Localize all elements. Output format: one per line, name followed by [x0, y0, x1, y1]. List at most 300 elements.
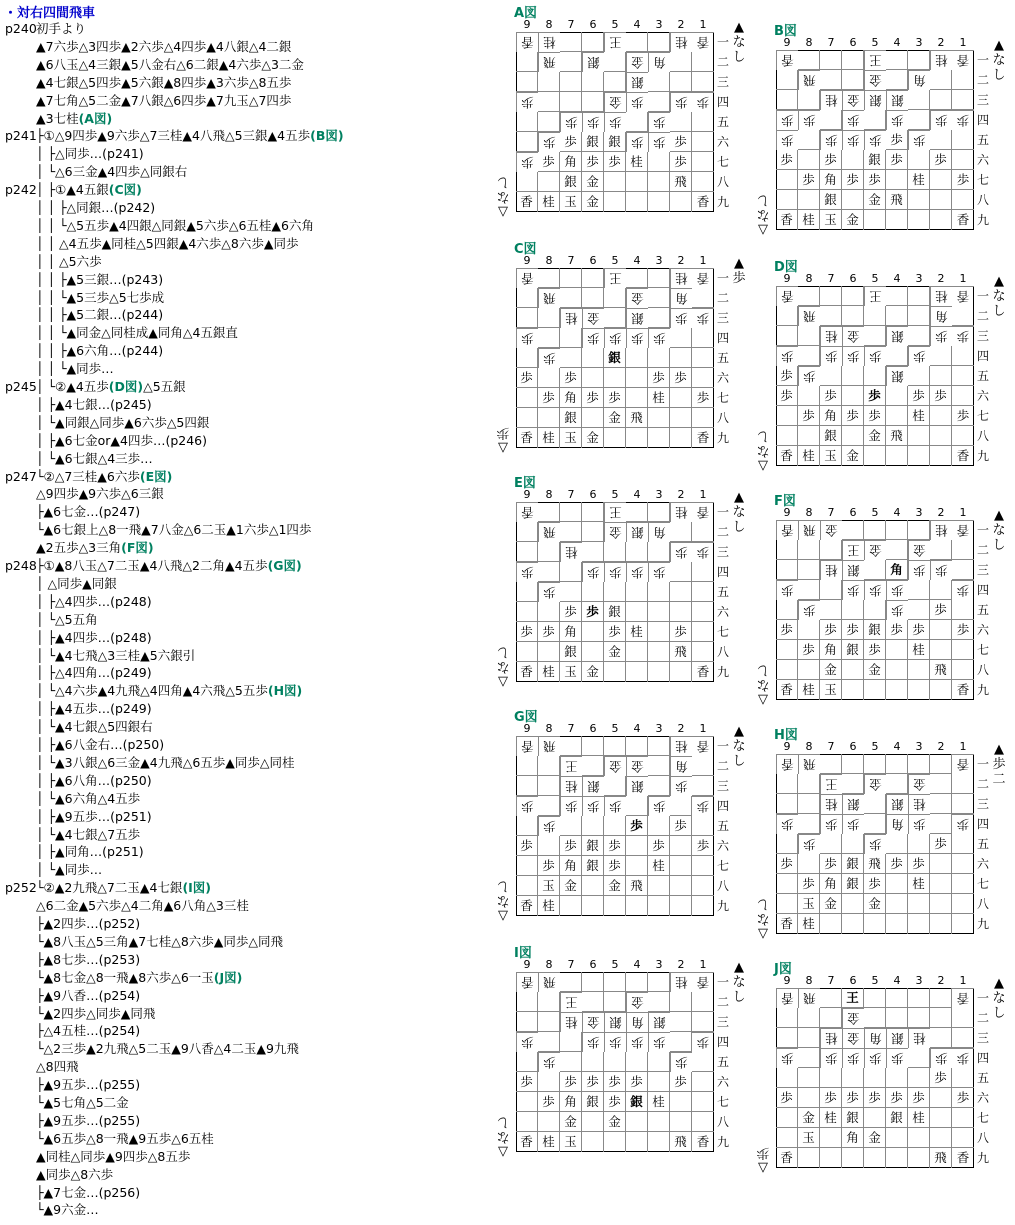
move-sequence: ▲同桂△同歩▲9四歩△8五歩: [36, 1148, 191, 1164]
board-square: [582, 542, 604, 562]
board-square: [952, 774, 974, 794]
gote-piece: 歩: [516, 796, 538, 816]
file-label: 6: [849, 974, 857, 987]
gote-piece: 銀: [842, 560, 864, 580]
board-square: [604, 736, 626, 756]
rank-label: 一: [976, 53, 989, 67]
rank-label: 四: [976, 113, 989, 127]
sente-piece: 桂: [538, 662, 560, 682]
move-sequence: │ ├▲6七金or▲4四歩…(p246): [36, 432, 207, 448]
rank-label: 五: [976, 1071, 989, 1085]
gote-piece: 歩: [820, 346, 842, 366]
board-square: [886, 70, 908, 90]
gote-piece: 歩: [516, 562, 538, 582]
board-square: [516, 408, 538, 428]
sente-piece: 金: [864, 190, 886, 210]
diagram-name: I図: [514, 946, 532, 961]
board-square: [908, 446, 930, 466]
board-square: [930, 90, 952, 110]
board-square: [930, 426, 952, 446]
file-label: 4: [893, 272, 901, 285]
gote-piece: 歩: [930, 1048, 952, 1068]
move-sequence: │ ├▲同角…(p251): [36, 844, 144, 860]
sente-piece: 金: [820, 894, 842, 914]
board-square: [670, 192, 692, 212]
sente-piece: 桂: [908, 406, 930, 426]
file-label: 6: [589, 488, 597, 501]
board-square: [538, 1012, 560, 1032]
board-square: [692, 1052, 714, 1072]
board-square: [798, 326, 820, 346]
board-square: [776, 326, 798, 346]
board-square: [582, 502, 604, 522]
gote-piece: 歩: [648, 562, 670, 582]
board-square: [604, 172, 626, 192]
board-square: [604, 192, 626, 212]
diagram-link[interactable]: (A図): [78, 110, 113, 126]
rank-label: 二: [976, 543, 989, 557]
sente-piece: 桂: [648, 856, 670, 876]
sente-piece: 桂: [908, 1108, 930, 1128]
gote-piece: 角: [864, 1028, 886, 1048]
sente-hand: ▲ な し: [992, 38, 1006, 83]
gote-piece: 歩: [952, 1048, 974, 1068]
board-square: [776, 170, 798, 190]
gote-hand: し な ▽: [756, 192, 770, 237]
board-square: [930, 1008, 952, 1028]
board-square: [952, 854, 974, 874]
sente-piece: 香: [776, 1148, 798, 1168]
board-square: [908, 1008, 930, 1028]
sente-piece: 桂: [908, 640, 930, 660]
board-square: [582, 408, 604, 428]
board-square: [798, 1028, 820, 1048]
rank-label: 八: [976, 429, 989, 443]
board-square: [886, 346, 908, 366]
board-square: [864, 560, 886, 580]
rank-label: 二: [716, 55, 729, 69]
board-square: [604, 288, 626, 308]
board-square: [516, 856, 538, 876]
board-square: [886, 1148, 908, 1168]
sente-piece: 桂: [538, 428, 560, 448]
rank-label: 四: [716, 1035, 729, 1049]
board-square: [930, 1028, 952, 1048]
gote-piece: 桂: [560, 776, 582, 796]
rank-label: 三: [716, 311, 729, 325]
board-square: [842, 754, 864, 774]
board-square: [560, 972, 582, 992]
gote-piece: 歩: [670, 776, 692, 796]
sente-piece: 歩: [604, 836, 626, 856]
gote-piece: 歩: [626, 328, 648, 348]
board-square: [538, 368, 560, 388]
board-square: [842, 286, 864, 306]
board-square: [516, 1092, 538, 1112]
board-square: [626, 642, 648, 662]
board-square: [604, 816, 626, 836]
move-sequence: │ │ △5六歩: [36, 253, 102, 269]
gote-piece: 飛: [538, 52, 560, 72]
board-square: [604, 1132, 626, 1152]
sente-piece: 歩: [538, 622, 560, 642]
board-square: [692, 522, 714, 542]
sente-piece: 飛: [626, 876, 648, 896]
gote-piece: 金: [626, 52, 648, 72]
sente-piece: 歩: [842, 170, 864, 190]
gote-piece: 歩: [538, 1052, 560, 1072]
rank-label: 八: [716, 1115, 729, 1129]
board-square: [886, 1068, 908, 1088]
sente-piece: 歩: [798, 874, 820, 894]
sente-piece: 金: [560, 1112, 582, 1132]
gote-hand: 歩 ▽: [756, 1145, 770, 1175]
gote-piece: 銀: [626, 522, 648, 542]
diagram-name: A図: [514, 6, 538, 21]
gote-piece: 銀: [886, 1028, 908, 1048]
gote-piece: 歩: [842, 130, 864, 150]
board-square: [648, 172, 670, 192]
board-square: [820, 286, 842, 306]
board-square: [864, 1068, 886, 1088]
board-square: [538, 328, 560, 348]
gote-piece: 歩: [798, 834, 820, 854]
sente-piece: 飛: [626, 408, 648, 428]
gote-piece: 銀: [626, 72, 648, 92]
move-sequence: │ ├▲4四歩…(p248): [36, 629, 152, 645]
board-square: [864, 794, 886, 814]
board-square: [798, 660, 820, 680]
file-label: 9: [523, 488, 531, 501]
board-square: [560, 92, 582, 112]
board-square: [930, 894, 952, 914]
gote-piece: 飛: [798, 70, 820, 90]
board-square: [842, 520, 864, 540]
board-square: [776, 540, 798, 560]
board-square: [820, 366, 842, 386]
gote-piece: 香: [776, 286, 798, 306]
gote-piece: 歩: [842, 346, 864, 366]
board-square: [776, 1008, 798, 1028]
move-sequence: ▲4七銀△5四歩▲5六銀▲8四歩▲3六歩△8五歩: [36, 74, 292, 90]
board-square: [582, 268, 604, 288]
move-sequence: ├①▲8八玉△7二玉▲4八飛△2二角▲4五歩(G図): [36, 558, 302, 573]
sente-piece: 歩: [908, 854, 930, 874]
gote-piece: 歩: [604, 1032, 626, 1052]
sente-piece: 歩: [776, 150, 798, 170]
sente-piece: 歩: [886, 854, 908, 874]
gote-piece: 歩: [648, 328, 670, 348]
sente-piece: 金: [864, 894, 886, 914]
diagram-link[interactable]: (H図): [267, 683, 303, 699]
move-sequence: └▲8七金△8一飛▲8六歩△6一玉(J図): [36, 969, 243, 985]
gote-piece: 王: [560, 992, 582, 1012]
board-square: [648, 1052, 670, 1072]
board-square: [798, 1068, 820, 1088]
rank-label: 六: [716, 605, 729, 619]
board-square: [648, 92, 670, 112]
rank-label: 一: [976, 523, 989, 537]
board-square: [648, 736, 670, 756]
board-square: [626, 502, 648, 522]
gote-piece: 歩: [952, 110, 974, 130]
sente-piece: 飛: [886, 426, 908, 446]
gote-piece: 金: [604, 92, 626, 112]
sente-piece: 歩: [582, 1072, 604, 1092]
page-ref: p252: [5, 880, 37, 896]
diagram-link[interactable]: (J図): [213, 969, 243, 985]
board-square: [952, 600, 974, 620]
rank-label: 三: [716, 1015, 729, 1029]
file-label: 3: [915, 974, 923, 987]
board-square: [648, 502, 670, 522]
sente-piece: 歩: [820, 620, 842, 640]
move-sequence: ▲2五歩△3三角(F図): [36, 540, 154, 556]
move-sequence: │ │ ├▲6六角…(p244): [36, 343, 164, 359]
gote-piece: 歩: [538, 582, 560, 602]
board-square: [864, 600, 886, 620]
board-grid: [516, 502, 714, 682]
sente-piece: 歩: [820, 1088, 842, 1108]
sente-piece: 桂: [908, 170, 930, 190]
board-square: [648, 32, 670, 52]
rank-label: 四: [976, 817, 989, 831]
gote-piece: 金: [626, 288, 648, 308]
diagram-link[interactable]: (F図): [121, 540, 154, 556]
gote-piece: 歩: [670, 1052, 692, 1072]
diagram-name: C図: [514, 242, 537, 257]
gote-piece: 桂: [820, 1028, 842, 1048]
rank-label: 三: [976, 329, 989, 343]
board-square: [908, 366, 930, 386]
sente-piece: 銀: [582, 1092, 604, 1112]
gote-piece: 歩: [820, 130, 842, 150]
rank-label: 六: [976, 623, 989, 637]
gote-piece: 歩: [776, 346, 798, 366]
board-square: [842, 774, 864, 794]
board-square: [692, 856, 714, 876]
board-square: [692, 1012, 714, 1032]
board-square: [692, 582, 714, 602]
gote-piece: 歩: [930, 110, 952, 130]
board-square: [842, 70, 864, 90]
board-square: [626, 268, 648, 288]
board-square: [886, 874, 908, 894]
gote-piece: 香: [516, 972, 538, 992]
board-square: [604, 776, 626, 796]
file-label: 5: [611, 254, 619, 267]
board-square: [538, 408, 560, 428]
sente-piece: 銀: [820, 426, 842, 446]
file-labels: [516, 18, 714, 32]
board-square: [692, 1092, 714, 1112]
file-label: 2: [937, 36, 945, 49]
sente-piece: 歩: [952, 170, 974, 190]
gote-piece: 香: [776, 50, 798, 70]
file-label: 8: [805, 974, 813, 987]
move-sequence: │ │ △4五歩▲同桂△5四銀▲4六歩△8六歩▲同歩: [36, 235, 299, 251]
rank-label: 一: [976, 991, 989, 1005]
board-square: [864, 210, 886, 230]
sente-piece: 銀: [582, 856, 604, 876]
board-square: [930, 1108, 952, 1128]
move-sequence: ├▲2四歩…(p252): [36, 916, 141, 931]
board-square: [798, 620, 820, 640]
gote-piece: 金: [842, 90, 864, 110]
rank-label: 四: [976, 1051, 989, 1065]
move-sequence: │ └△6三金▲4四歩△同銀右: [36, 164, 188, 180]
board-square: [952, 306, 974, 326]
board-square: [952, 894, 974, 914]
shogi-board-diagram: [496, 942, 752, 1159]
file-label: 9: [783, 36, 791, 49]
rank-label: 七: [716, 859, 729, 873]
gote-piece: 歩: [776, 814, 798, 834]
gote-piece: 香: [952, 286, 974, 306]
file-labels: [516, 254, 714, 268]
gote-piece: 歩: [692, 796, 714, 816]
sente-piece: 歩: [582, 602, 604, 622]
board-square: [886, 774, 908, 794]
sente-piece: 歩: [798, 170, 820, 190]
board-square: [516, 348, 538, 368]
board-square: [864, 520, 886, 540]
gote-piece: 金: [604, 522, 626, 542]
file-label: 9: [783, 506, 791, 519]
gote-piece: 歩: [582, 1032, 604, 1052]
sente-piece: 角: [560, 1092, 582, 1112]
board-square: [582, 992, 604, 1012]
move-sequence: └△2三歩▲2九飛△5二玉▲9八香△4二玉▲9九飛: [36, 1041, 299, 1057]
board-square: [516, 388, 538, 408]
board-square: [952, 366, 974, 386]
sente-piece: 香: [696, 430, 710, 445]
file-label: 6: [849, 740, 857, 753]
board-square: [908, 90, 930, 110]
file-label: 2: [677, 254, 685, 267]
sente-piece: 角: [842, 1128, 864, 1148]
board-square: [648, 972, 670, 992]
diagram-link[interactable]: (I図): [182, 880, 212, 896]
board-square: [908, 150, 930, 170]
board-square: [538, 836, 560, 856]
rank-label: 六: [716, 839, 729, 853]
sente-hand: ▲ な し: [992, 976, 1006, 1021]
board-square: [908, 426, 930, 446]
sente-piece: 銀: [820, 190, 842, 210]
rank-label: 六: [716, 1075, 729, 1089]
board-square: [648, 992, 670, 1012]
gote-piece: 歩: [776, 110, 798, 130]
file-label: 3: [915, 506, 923, 519]
board-square: [798, 1148, 820, 1168]
rank-label: 三: [976, 1031, 989, 1045]
diagram-link[interactable]: (B図): [310, 128, 344, 144]
sente-piece: 歩: [930, 600, 952, 620]
shogi-board-diagram: [756, 256, 1012, 473]
gote-piece: 歩: [604, 112, 626, 132]
board-square: [842, 50, 864, 70]
board-square: [776, 426, 798, 446]
board-square: [864, 1008, 886, 1028]
gote-piece: 桂: [930, 50, 952, 70]
board-square: [582, 368, 604, 388]
board-square: [538, 1032, 560, 1052]
board-square: [582, 72, 604, 92]
board-square: [820, 540, 842, 560]
gote-piece: 角: [908, 70, 930, 90]
gote-piece: 歩: [692, 308, 714, 328]
board-square: [886, 834, 908, 854]
rank-label: 五: [976, 369, 989, 383]
rank-label: 三: [976, 797, 989, 811]
rank-label: 八: [976, 897, 989, 911]
sente-piece: 歩: [538, 152, 560, 172]
gote-piece: 香: [692, 972, 714, 992]
board-square: [820, 1128, 842, 1148]
board-square: [820, 50, 842, 70]
file-label: 6: [589, 722, 597, 735]
board-square: [670, 796, 692, 816]
gote-hand: し な ▽: [496, 1114, 510, 1159]
board-square: [560, 896, 582, 916]
sente-piece: 歩: [886, 1088, 908, 1108]
board-square: [886, 1008, 908, 1028]
board-square: [908, 680, 930, 700]
board-square: [952, 1128, 974, 1148]
board-square: [692, 52, 714, 72]
move-sequence: │ └△5五角: [36, 611, 98, 627]
move-sequence: ├△4五桂…(p254): [36, 1023, 141, 1039]
sente-piece: 角: [560, 622, 582, 642]
board-square: [604, 542, 626, 562]
sente-piece: 玉: [560, 428, 582, 448]
board-square: [560, 582, 582, 602]
board-square: [952, 150, 974, 170]
board-square: [952, 346, 974, 366]
board-square: [516, 1112, 538, 1132]
sente-piece: 銀: [582, 132, 604, 152]
file-label: 8: [805, 506, 813, 519]
gote-piece: 歩: [776, 130, 798, 150]
board-square: [516, 522, 538, 542]
diagram-link[interactable]: (G図): [267, 558, 302, 573]
board-square: [864, 814, 886, 834]
rank-label: 三: [716, 779, 729, 793]
gote-piece: 桂: [820, 794, 842, 814]
diagram-link[interactable]: (C図): [108, 182, 142, 198]
gote-piece: 歩: [886, 110, 908, 130]
diagram-link[interactable]: (D図): [108, 379, 144, 394]
diagram-link[interactable]: (E図): [139, 468, 173, 484]
board-square: [670, 876, 692, 896]
board-square: [820, 1148, 842, 1168]
board-square: [886, 540, 908, 560]
board-square: [692, 132, 714, 152]
move-sequence: ▲同歩△8六歩: [36, 1166, 114, 1182]
board-square: [908, 660, 930, 680]
sente-piece: 桂: [648, 388, 670, 408]
board-square: [952, 426, 974, 446]
board-square: [626, 542, 648, 562]
sente-piece: 香: [516, 662, 538, 682]
gote-piece: 歩: [930, 560, 952, 580]
gote-piece: 角: [648, 522, 670, 542]
file-label: 2: [937, 506, 945, 519]
gote-piece: 歩: [604, 562, 626, 582]
gote-piece: 桂: [930, 286, 952, 306]
gote-piece: 金: [908, 774, 930, 794]
